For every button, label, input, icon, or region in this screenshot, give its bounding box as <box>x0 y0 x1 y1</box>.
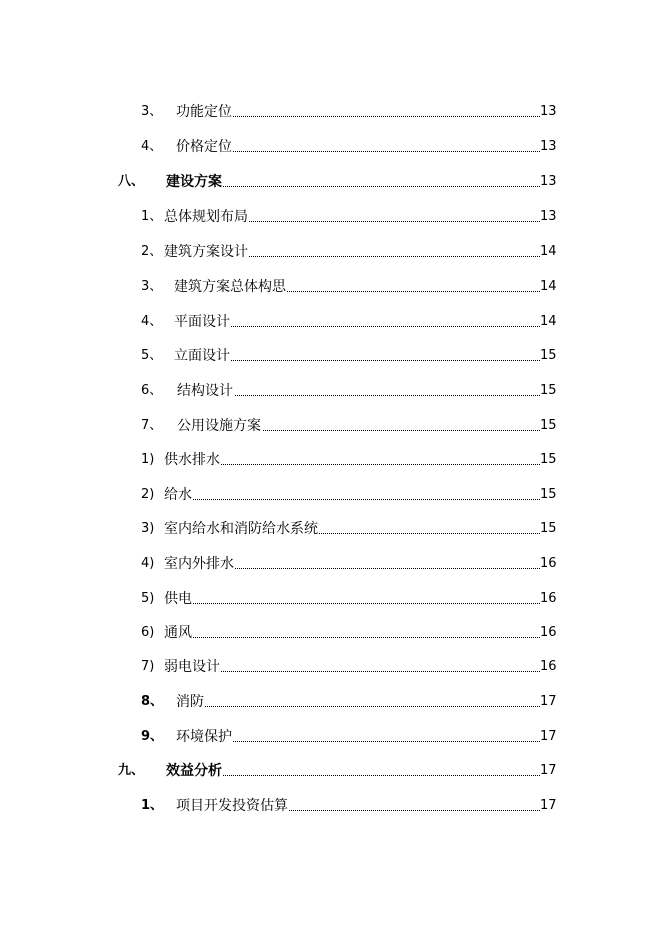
toc-entry-page: 13 <box>540 174 557 189</box>
toc-entry-title: 价格定位 <box>176 135 233 159</box>
toc-entry-number: 4) <box>141 556 155 571</box>
toc-entry-page: 13 <box>540 139 557 154</box>
toc-entry-title: 供水排水 <box>164 448 221 472</box>
toc-chapter-entry[interactable] <box>0 170 662 194</box>
toc-entry-number: 1、 <box>141 798 164 813</box>
toc-entry-title: 建设方案 <box>166 170 223 194</box>
toc-entry[interactable] <box>0 205 662 229</box>
toc-entry-page: 17 <box>540 694 557 709</box>
toc-entry[interactable] <box>0 240 662 264</box>
toc-entry[interactable] <box>0 483 662 507</box>
toc-entry-number: 1、 <box>141 209 163 224</box>
toc-entry[interactable] <box>0 275 662 299</box>
toc-entry-page: 17 <box>540 729 557 744</box>
toc-entry-title: 公用设施方案 <box>177 414 262 438</box>
toc-entry-title: 结构设计 <box>177 379 234 403</box>
toc-leader-dots <box>164 603 540 604</box>
toc-entry-number: 3) <box>141 521 155 536</box>
toc-entry-page: 14 <box>540 279 557 294</box>
toc-entry-number: 7、 <box>141 418 163 433</box>
toc-entry-page: 15 <box>540 452 557 467</box>
toc-entry-title: 建筑方案设计 <box>164 240 249 264</box>
toc-entry[interactable] <box>0 725 662 749</box>
toc-entry-number: 5) <box>141 591 155 606</box>
toc-entry[interactable] <box>0 690 662 714</box>
toc-entry-number: 7) <box>141 659 155 674</box>
toc-entry-number: 6) <box>141 625 155 640</box>
toc-entry[interactable] <box>0 655 662 679</box>
toc-entry-page: 15 <box>540 521 557 536</box>
toc-entry-page: 16 <box>540 556 557 571</box>
toc-entry-title: 环境保护 <box>176 725 233 749</box>
toc-entry-title: 供电 <box>164 587 193 611</box>
toc-entry-title: 弱电设计 <box>164 655 221 679</box>
toc-entry-number: 4、 <box>141 314 163 329</box>
toc-entry[interactable] <box>0 414 662 438</box>
toc-leader-dots <box>176 706 540 707</box>
toc-entry-page: 15 <box>540 383 557 398</box>
toc-entry[interactable] <box>0 310 662 334</box>
toc-entry-title: 建筑方案总体构思 <box>174 275 287 299</box>
toc-entry-page: 17 <box>540 798 557 813</box>
toc-entry-page: 15 <box>540 418 557 433</box>
toc-entry-number: 5、 <box>141 348 163 363</box>
toc-entry-page: 16 <box>540 591 557 606</box>
toc-entry-number: 3、 <box>141 104 163 119</box>
toc-entry[interactable] <box>0 344 662 368</box>
toc-entry-page: 15 <box>540 348 557 363</box>
toc-entry-number: 2、 <box>141 244 163 259</box>
toc-entry-title: 总体规划布局 <box>164 205 249 229</box>
toc-entry-title: 项目开发投资估算 <box>176 794 289 818</box>
toc-entry-title: 室内外排水 <box>164 552 235 576</box>
toc-entry[interactable] <box>0 100 662 124</box>
toc-chapter-entry[interactable] <box>0 759 662 783</box>
toc-entry-number: 6、 <box>141 383 163 398</box>
toc-entry-number: 九、 <box>118 763 145 778</box>
toc-entry-title: 室内给水和消防给水系统 <box>164 517 319 541</box>
toc-entry-title: 平面设计 <box>174 310 231 334</box>
toc-entry[interactable] <box>0 552 662 576</box>
toc-leader-dots <box>164 499 540 500</box>
toc-entry-title: 通风 <box>164 621 193 645</box>
toc-entry[interactable] <box>0 621 662 645</box>
toc-entry[interactable] <box>0 379 662 403</box>
toc-entry-title: 效益分析 <box>166 759 223 783</box>
toc-entry-number: 1) <box>141 452 155 467</box>
toc-entry-number: 8、 <box>141 694 164 709</box>
toc-entry-title: 给水 <box>164 483 193 507</box>
toc-entry-page: 16 <box>540 659 557 674</box>
toc-entry-title: 功能定位 <box>176 100 233 124</box>
toc-entry-number: 2) <box>141 487 155 502</box>
toc-entry-title: 立面设计 <box>174 344 231 368</box>
toc-entry-number: 4、 <box>141 139 163 154</box>
toc-entry-page: 13 <box>540 104 557 119</box>
toc-entry-page: 15 <box>540 487 557 502</box>
toc-leader-dots <box>164 637 540 638</box>
toc-entry-title: 消防 <box>176 690 205 714</box>
toc-entry[interactable] <box>0 794 662 818</box>
toc-entry[interactable] <box>0 448 662 472</box>
toc-entry-page: 17 <box>540 763 557 778</box>
toc-entry[interactable] <box>0 587 662 611</box>
toc-entry-page: 13 <box>540 209 557 224</box>
toc-entry-page: 14 <box>540 314 557 329</box>
toc-entry-number: 9、 <box>141 729 164 744</box>
toc-entry[interactable] <box>0 517 662 541</box>
toc-entry-number: 八、 <box>118 174 145 189</box>
toc-entry-number: 3、 <box>141 279 163 294</box>
toc-entry-page: 14 <box>540 244 557 259</box>
toc-entry-page: 16 <box>540 625 557 640</box>
toc-entry[interactable] <box>0 135 662 159</box>
